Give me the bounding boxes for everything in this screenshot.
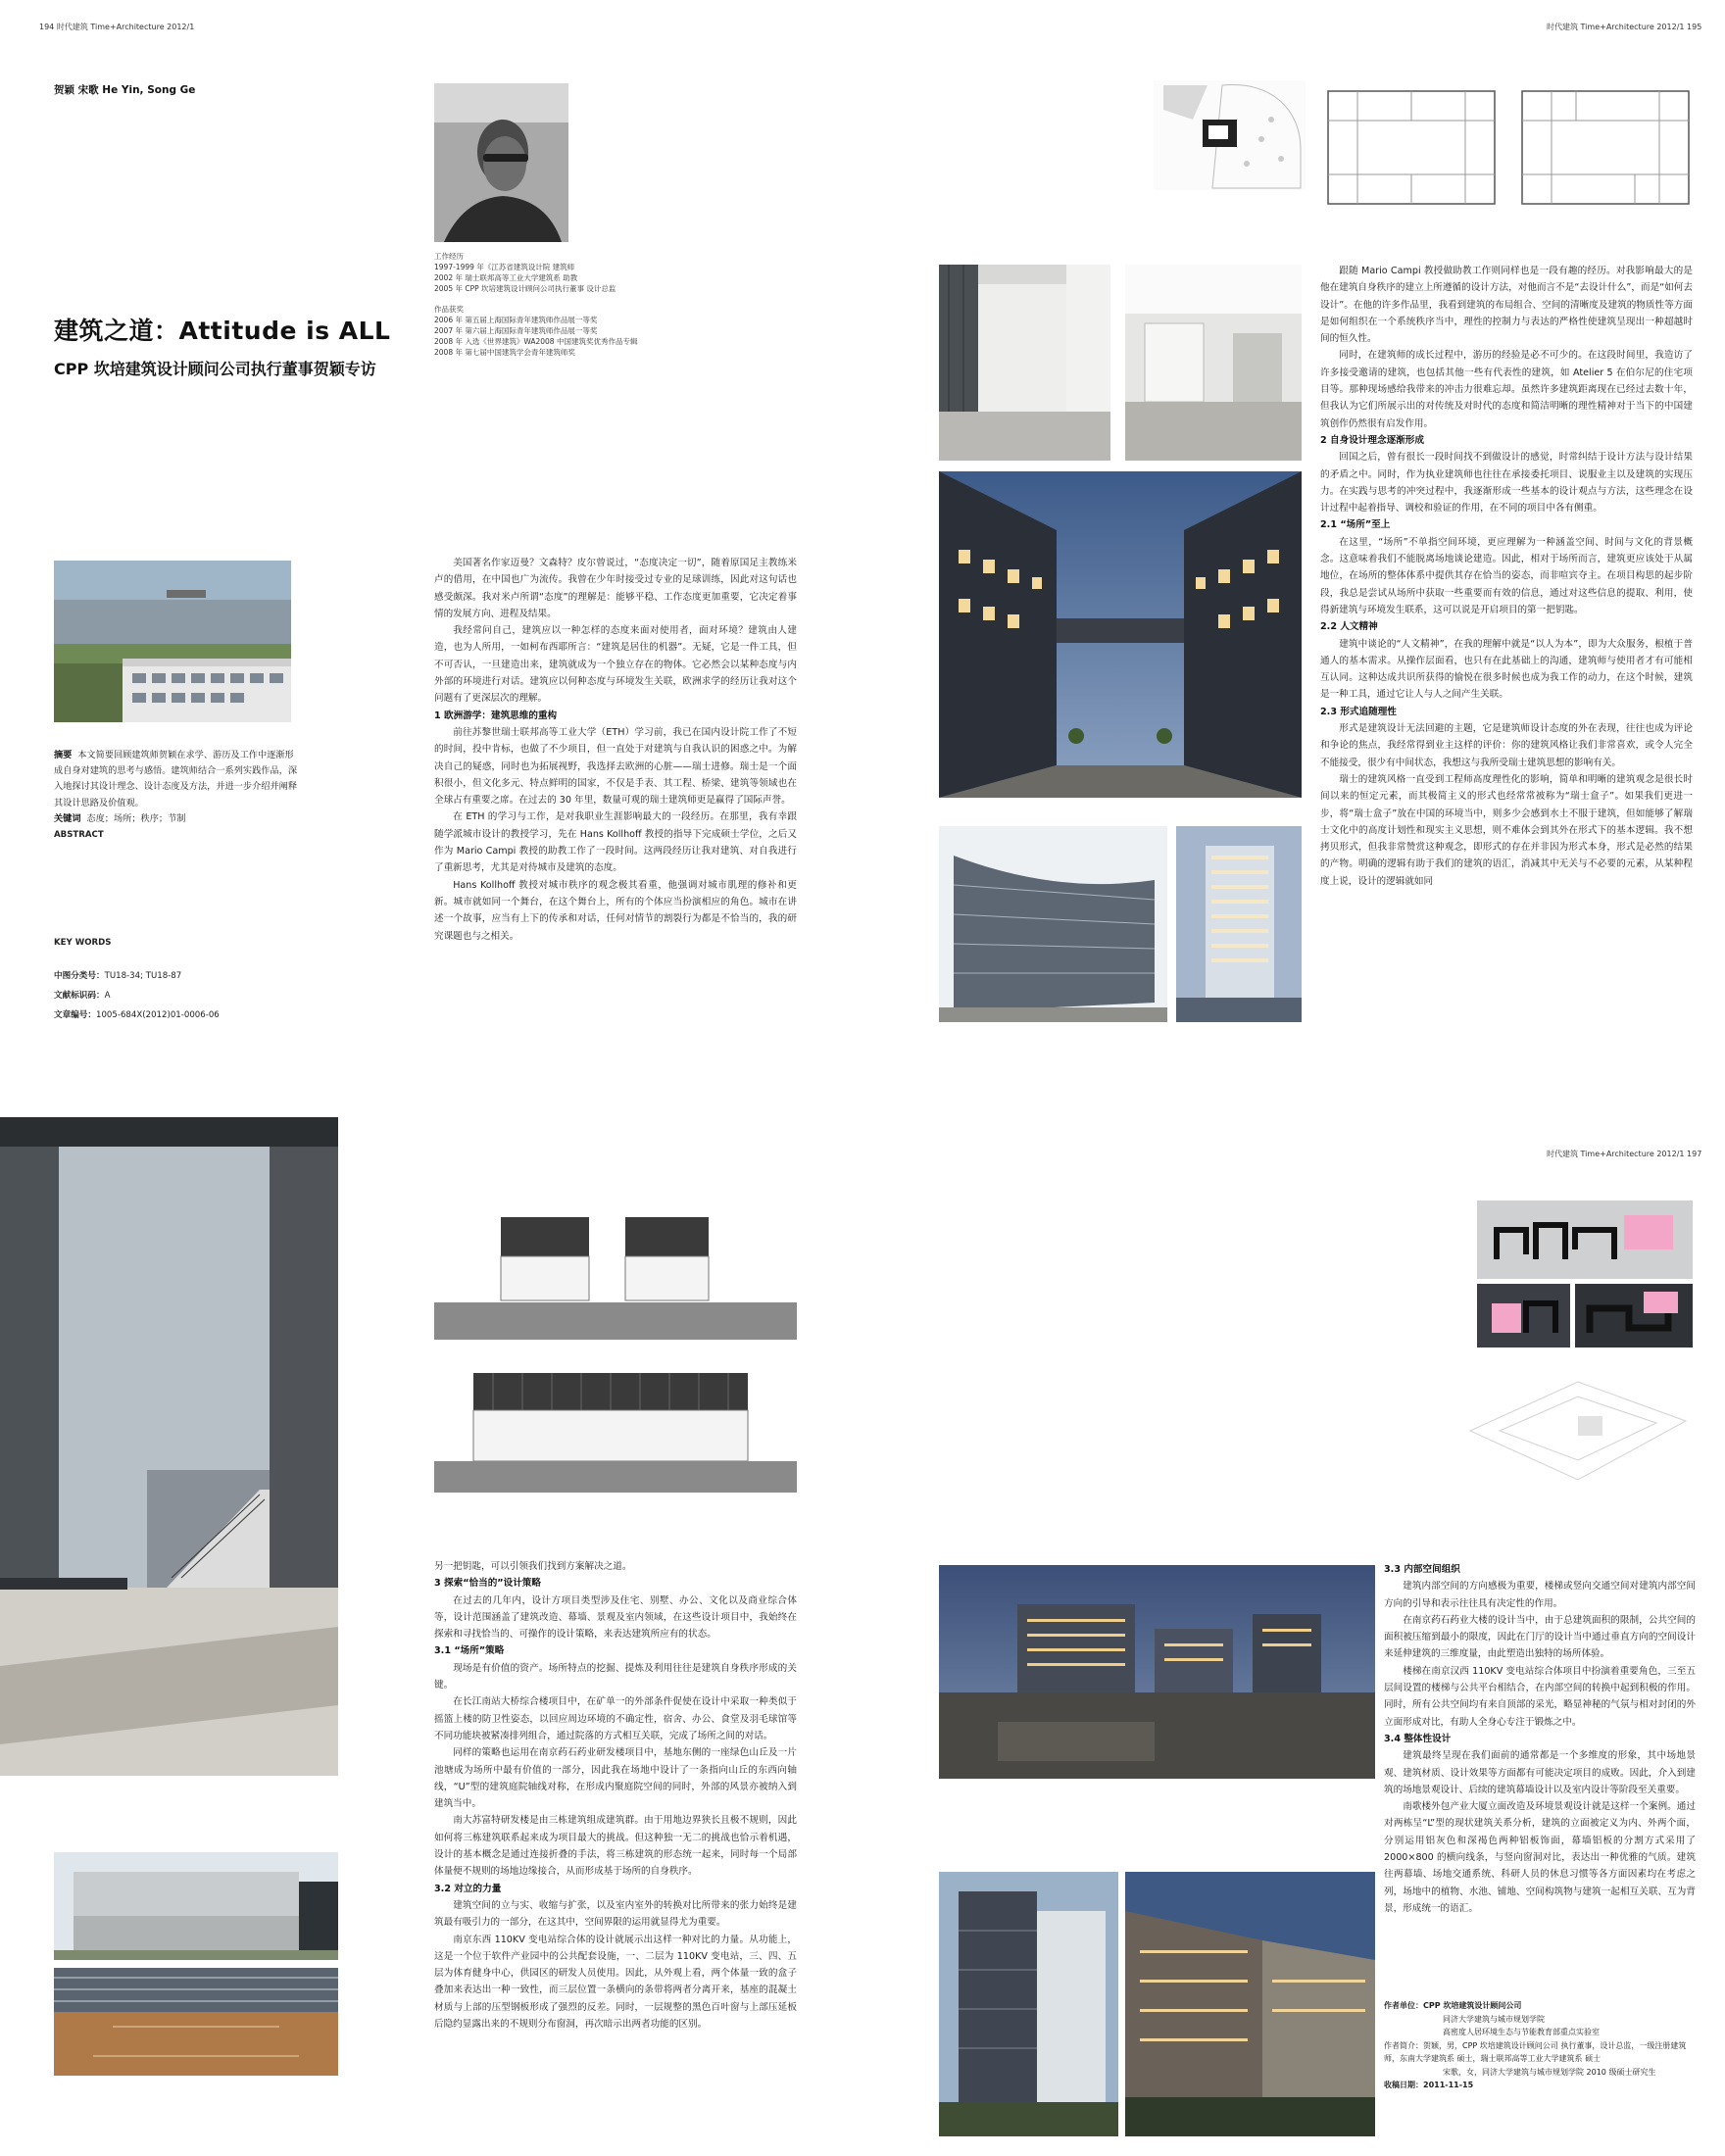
body-paragraph: 在南京药石药业大楼的设计当中，由于总建筑面积的限制，公共空间的面积被压缩到最小的限度，因此在门厅的设计当中通过垂直方向的空间设计来延伸建筑的三维度量，由此塑造出独特的场所体验。 xyxy=(1384,1614,1696,1660)
section-heading: 2 自身设计理念逐渐形成 xyxy=(1320,434,1424,446)
body-paragraph: 瑞士的建筑风格一直受到工程师高度理性化的影响，简单和明晰的建筑观念是很长时间以来的恒定元素，而其极简主义的形式也经常常被称为“瑞士盒子”。如果我们更进一步，将“瑞士盒子”放在中国的环境当中，则多少会感到水土不服于建筑，但如能够了解瑞士文化中的高度计划性和现实主义思想，则不难体会到其外在形式下的基本逻辑。我不想拷贝形式，但我非常赞赏这种观念，即形式的存在并非因为形式本身，形式是必然的结果的产物。明确的逻辑有助于我们的建筑的语汇，消减其中无关与不必要的元素，从某种程度上说，设计的逻辑就如同 xyxy=(1320,773,1693,887)
article-no-value: 1005-684X(2012)01-0006-06 xyxy=(95,1010,220,1020)
photo-campus-dusk xyxy=(939,1565,1375,1779)
bio-item: 2008 年 第七届中国建筑学会青年建筑师奖 xyxy=(434,348,575,357)
body-paragraph: 跟随 Mario Campi 教授做助教工作则同样也是一段有趣的经历。对我影响最大的是他在建筑自身秩序的建立上所遵循的设计方法，对他而言不是“去设计什么”，而是“如何去设计”。在他的许多作品里，我看到建筑的布局组合、空间的清晰度及建筑的物质性等方面是如何组织在一个系统秩序当中，理性的控制力与表达的严格性使建筑呈现出一种超越时间的恒久性。 xyxy=(1320,266,1693,345)
photo-glass-facade xyxy=(939,1872,1118,2136)
body-paragraph: 南歌楼外包产业大厦立面改造及环境景观设计就是这样一个案例。通过对两栋呈“L”型的现状建筑关系分析，建筑的立面被定义为内、外两个面，分别运用铝灰色和深褐色两种铝板饰面，幕墙铝板的分割方式采用了 2000×800 的横向线条，与竖向窗洞对比，表达出一种优雅的气质。建筑往两幕墙、场地交通系统、科研人员的休息习惯等各方面因素均在考虑之列，场地中的植物、水池、铺地、空间构筑物与建筑一起相互关联、互为背景，形成统一的语汇。 xyxy=(1384,1801,1696,1914)
article-body-column-right xyxy=(1320,263,1693,890)
article-body-column xyxy=(434,555,797,945)
photo-sports-hall xyxy=(54,1968,338,2076)
body-paragraph: 现场是有价值的资产。场所特点的挖掘、提炼及利用往往是建筑自身秩序形成的关键。 xyxy=(434,1662,797,1691)
photo-tower-dusk xyxy=(1176,826,1302,1022)
site-plan xyxy=(1154,80,1306,190)
doc-label: 文献标识码： xyxy=(54,991,105,1001)
photo-atrium-interior xyxy=(939,265,1110,461)
bio-heading-work: 工作经历 xyxy=(434,252,464,261)
body-paragraph: 同时，在建筑师的成长过程中，游历的经验是必不可少的。在这段时间里，我造访了许多接受邀请的建筑，也包括其他一些有代表性的建筑，如 Atelier 5 在伯尔尼的住宅项目等。那种现场感给我带来的冲击力很难忘却。虽然许多建筑距离现在已经过去数十年，但我认为它们所展示出的对传统及对时代的态度和简洁明晰的理性精神对于当下的中国建筑创作仍然很有启发作用。 xyxy=(1320,350,1693,429)
photo-l-shaped-building xyxy=(1125,1872,1375,2136)
body-paragraph: 另一把钥匙，可以引领我们找到方案解决之道。 xyxy=(434,1561,632,1572)
cls-label: 中图分类号： xyxy=(54,971,105,981)
author-credits xyxy=(1384,1999,1696,2092)
site-axonometric xyxy=(1460,1362,1693,1499)
folio-194: 194 时代建筑 Time+Architecture 2012/1 xyxy=(39,23,195,31)
elevation-drawing-2 xyxy=(434,1365,797,1493)
body-paragraph: 楼梯在南京汉西 110KV 变电站综合体项目中扮演着重要角色，三至五层间设置的楼梯与公共平台相结合，在内部空间的转换中起到积极的作用。同时，所有公共空间均有来自顶部的采光，略显神秘的气氛与相对封闭的外立面形成对比，有助人全身心专注于锻炼之中。 xyxy=(1384,1665,1696,1728)
photo-model-1 xyxy=(1477,1200,1693,1279)
body-paragraph: 回国之后，曾有很长一段时间找不到做设计的感觉，时常纠结于设计方法与设计结果的矛盾之中。同时，作为执业建筑师也往往在承接委托项目、说服业主以及建筑的实现压力。在实践与思考的冲突过程中，我逐渐形成一些基本的设计观点与方法，这些理念在设计过程中起着指导、调校和验证的作用，在不同的项目中各有侧重。 xyxy=(1320,452,1693,514)
credit-line: 同济大学建筑与城市规划学院 xyxy=(1443,2014,1545,2024)
body-paragraph: 建筑最终呈现在我们面前的通常都是一个多维度的形象，其中场地景观、建筑材质、设计效果等方面都有可能决定项目的成败。因此，介入到建筑的场地景观设计、后续的建筑幕墙设计以及室内设计等阶段至关重要。 xyxy=(1384,1750,1696,1795)
abstract-block xyxy=(54,748,299,843)
section-heading: 2.1 “场所”至上 xyxy=(1320,519,1391,531)
bio-item: 2007 年 第六届上海国际青年建筑师作品展一等奖 xyxy=(434,326,598,335)
bio-item: 2005 年 CPP 坎培建筑设计顾问公司执行董事 设计总监 xyxy=(434,284,616,293)
body-paragraph: 形式是建筑设计无法回避的主题，它是建筑师设计态度的外在表现，往往也成为评论和争论的焦点，我经常得到业主这样的评价：你的建筑风格让我们非常喜欢，或令人完全不能接受，很少有中间状态，我想这与我所受瑞士建筑思想的影响有关。 xyxy=(1320,723,1693,768)
photo-riverside-building xyxy=(54,561,291,722)
bio-item: 1997-1999 年《江苏省建筑设计院 建筑师 xyxy=(434,263,575,271)
article-no-label: 文章编号： xyxy=(54,1010,96,1020)
folio-197: 时代建筑 Time+Architecture 2012/1 197 xyxy=(1547,1150,1702,1158)
cls-value: TU18-34; TU18-87 xyxy=(104,971,182,981)
body-paragraph: 南大苏富特研发楼是由三栋建筑组成建筑群。由于用地边界狭长且极不规则，因此如何将三栋建筑联系起来成为项目最大的挑战。但这种独一无二的挑战也恰示着机遇，设计的基本概念是通过连接折叠的手法，将三栋建筑的形态统一起来，同时每一个局部体量便不规则的场地边缘接合，从而形成基于场所的自身秩序。 xyxy=(434,1815,797,1878)
body-paragraph: 建筑内部空间的方向感极为重要，楼梯或竖向交通空间对建筑内部空间方向的引导和表示往往具有决定性的作用。 xyxy=(1384,1581,1696,1609)
section-heading: 2.2 人文精神 xyxy=(1320,621,1378,633)
body-paragraph: 我经常问自己，建筑应以一种怎样的态度来面对使用者，面对环境？建筑由人建造，也为人所用，一如柯布西耶所言：“建筑是居住的机器”。无疑，它是一件工具，但不可否认，一旦建造出来，建筑就成为一个独立存在的物体。它必然会以某种态度与内外部的环境进行对话。建筑应以何种态度与环境发生关联，欧洲求学的经历让我对这个问题有了更深层次的理解。 xyxy=(434,625,797,705)
article-title: 建筑之道：Attitude is ALL xyxy=(54,317,391,345)
bio-item: 2002 年 瑞士联邦高等工业大学建筑系 助教 xyxy=(434,273,578,282)
section-heading: 1 欧洲游学：建筑思维的重构 xyxy=(434,710,558,721)
folio-195: 时代建筑 Time+Architecture 2012/1 195 xyxy=(1547,23,1702,31)
bio-heading-awards: 作品获奖 xyxy=(434,305,464,314)
article-subtitle: CPP 坎培建筑设计顾问公司执行董事贺颖专访 xyxy=(54,360,376,378)
bio-work xyxy=(434,251,669,358)
credit-line: 宋歌，女，同济大学建筑与城市规划学院 2010 级硕士研究生 xyxy=(1443,2067,1656,2077)
body-paragraph: 在 ETH 的学习与工作，是对我职业生涯影响最大的一段经历。在那里，我有幸跟随学派城市设计的教授学习，先在 Hans Kollhoff 教授的指导下完成硕士学位，之后又作为 Mario Campi 教授的助教工作了一段时间。这两段经历让我对建筑、对自我进行了重新思考，尤其是对待城市及建筑的态度。 xyxy=(434,811,797,874)
credit-line: 高密度人居环境生态与节能教育部重点实验室 xyxy=(1443,2028,1600,2036)
floor-plan-2 xyxy=(1517,86,1694,209)
elevation-drawing-1 xyxy=(434,1212,797,1340)
body-paragraph: 建筑空间的立与实、收缩与扩张，以及室内室外的转换对比所带来的张力始终是建筑最有吸引力的一部分，在这其中，空间界限的运用就显得尤为重要。 xyxy=(434,1899,797,1929)
abstract-text: 本文简要回顾建筑师贺颖在求学、游历及工作中逐渐形成自身对建筑的思考与感悟。建筑师结合一系列实践作品，深入地探讨其设计理念、设计态度及方法，并进一步介绍并阐释其设计思路及价值观。 xyxy=(54,750,298,808)
body-paragraph: 在过去的几年内，设计方项目类型涉及住宅、别墅、办公、文化以及商业综合体等，设计范围涵盖了建筑改造、幕墙、景观及室内领域，在这些设计项目中，我始终在探索和寻找恰当的、可操作的设计策略，来表达建筑所应有的状态。 xyxy=(434,1594,797,1641)
section-heading: 3.4 整体性设计 xyxy=(1384,1733,1452,1744)
bio-item: 2006 年 第五届上海国际青年建筑师作品展一等奖 xyxy=(434,316,598,324)
doc-value: A xyxy=(104,991,111,1001)
keywords: 态度；场所；秩序；节制 xyxy=(86,812,186,824)
authors: 贺颖 宋歌 He Yin, Song Ge xyxy=(54,84,196,96)
body-paragraph: 前往苏黎世瑞士联邦高等工业大学（ETH）学习前，我已在国内设计院工作了不短的时间，投中肯标，也做了不少项目，但一直处于对建筑与自我认识的困惑之中。为解决自己的疑惑，同时也为拓展视野，我选择去欧洲的心脏——瑞士进修。瑞士是一个面积很小，但文化多元、特点鲜明的国家，不仅是手表、其工程、桥梁、建筑等领域也在全球占有重要之席。在过去的 30 年里，数量可观的瑞士建筑师更是赢得了国际声誉。 xyxy=(434,726,797,807)
credit-line: 收稿日期：2011-11-15 xyxy=(1384,2081,1474,2089)
body-paragraph: 南京东西 110KV 变电站综合体的设计就展示出这样一种对比的力量。从功能上，这是一个位于软件产业园中的公共配套设施，一、二层为 110KV 变电站，三、四、五层为体育健身中心，供园区的研发人员使用。因此，从外观上看，两个体量一致的盒子叠加来表达出一种一致性，而三层位置一条横向的条带将两者分离开来，基座的混凝土材质与上部的压型钢板形成了强烈的反差。同时，一层规整的黑色百叶窗与上部压延板后隐约显露出来的不规则分布窗洞，再次暗示出两者功能的区别。 xyxy=(434,1934,797,2031)
photo-courtyard-dusk xyxy=(939,471,1302,798)
body-paragraph: 建筑中谈论的“人文精神”，在我的理解中就是“以人为本”，即为大众服务，根植于普通人的基本需求。从操作层面看，也只有在此基础上的沟通，建筑师与使用者才有可能相互认同。这种达成共识所获得的愉悦在很多时候也成为我工作的动力，在这个时候，建筑是一种工具，通过它让人与人之间产生关联。 xyxy=(1320,638,1693,701)
author-portrait xyxy=(434,83,568,242)
keywords-label: 关键词 xyxy=(54,812,81,824)
photo-stair-atrium xyxy=(0,1117,338,1776)
body-paragraph: Hans Kollhoff 教授对城市秩序的观念极其看重，他强调对城市肌理的修补和更新。城市就如同一个舞台，在这个舞台上，所有的个体应当扮演相应的角色。城市在讲述一个故事，应当有上下的传承和对话，任何对情节的割裂行为都是不恰当的，我的研究课题也与之相关。 xyxy=(434,879,797,942)
body-paragraph: 在这里，“场所”不单指空间环境，更应理解为一种涵盖空间、时间与文化的背景概念。这意味着我们不能脱离场地谈论建造。因此，相对于场所而言，建筑更应该处于从属地位，在场所的整体体系中提供其存在恰当的姿态，而非喧宾夺主。在项目构思的起步阶段，我总是尝试从场所中获取一些重要而有效的信息，通过对这些信息的提取、利用，使得新建筑与环境发生联系，这可以说是开启项目的第一把钥匙。 xyxy=(1320,536,1693,615)
body-paragraph: 在长江南站大桥综合楼项目中，在矿单一的外部条件促使在设计中采取一种类似于摇篮上楼的防卫性姿态，以回应周边环境的不确定性，宿舍、办公、食堂及羽毛球馆等不同功能块被紧凑排列组合，通过院落的方式相互关联，完成了场所之间的对话。 xyxy=(434,1696,797,1741)
section-heading: 3.1 “场所”策略 xyxy=(434,1645,505,1657)
section-heading: 3.2 对立的力量 xyxy=(434,1883,502,1894)
credit-line: 作者简介：贺颖，男，CPP 坎培建筑设计顾问公司 执行董事，设计总监，一级注册建筑师，东南大学建筑系 硕士，瑞士联邦高等工业大学建筑系 硕士 xyxy=(1384,2040,1687,2063)
body-paragraph: 美国著名作家迈曼？文森特？皮尔曾说过，“态度决定一切”，随着原国足主教练米卢的借用，在中国也广为流传。我曾在少年时接受过专业的足球训练，因此对这句话也感受颇深。我对米卢所谓“态度”的理解是：能够平稳、工作态度更加重要，它决定着事情的发展方向、进程及结果。 xyxy=(434,558,797,619)
keywords-en-label: KEY WORDS xyxy=(54,938,112,948)
bio-item: 2008 年 入选《世界建筑》WA2008 中国建筑奖优秀作品专辑 xyxy=(434,337,638,346)
photo-model-2 xyxy=(1477,1284,1570,1348)
section-heading: 3.3 内部空间组织 xyxy=(1384,1564,1460,1575)
section-heading: 2.3 形式追随理性 xyxy=(1320,706,1397,717)
article-body-column-lower xyxy=(434,1558,797,2033)
section-heading: 3 探索“恰当的”设计策略 xyxy=(434,1578,541,1590)
photo-substation-exterior xyxy=(54,1852,338,1960)
photo-corridor-interior xyxy=(1125,265,1302,461)
abstract-label: 摘要 xyxy=(54,750,73,760)
photo-curved-office xyxy=(939,826,1167,1022)
body-paragraph: 同样的策略也运用在南京药石药业研发楼项目中，基地东侧的一座绿色山丘及一片池塘成为场所中最有价值的一部分，因此我在场地中设计了一条指向山丘的东西向轴线，“U”型的建筑庭院轴线对称，在形成内聚庭院空间的同时，外部的风景亦被纳入到建筑当中。 xyxy=(434,1747,797,1810)
floor-plan-1 xyxy=(1323,86,1500,209)
classification-block xyxy=(54,966,299,1025)
credit-line: 作者单位：CPP 坎培建筑设计顾问公司 xyxy=(1384,2001,1522,2010)
article-body-column-final xyxy=(1384,1561,1696,1917)
photo-model-3 xyxy=(1575,1284,1693,1348)
abstract-en-label: ABSTRACT xyxy=(54,830,104,841)
